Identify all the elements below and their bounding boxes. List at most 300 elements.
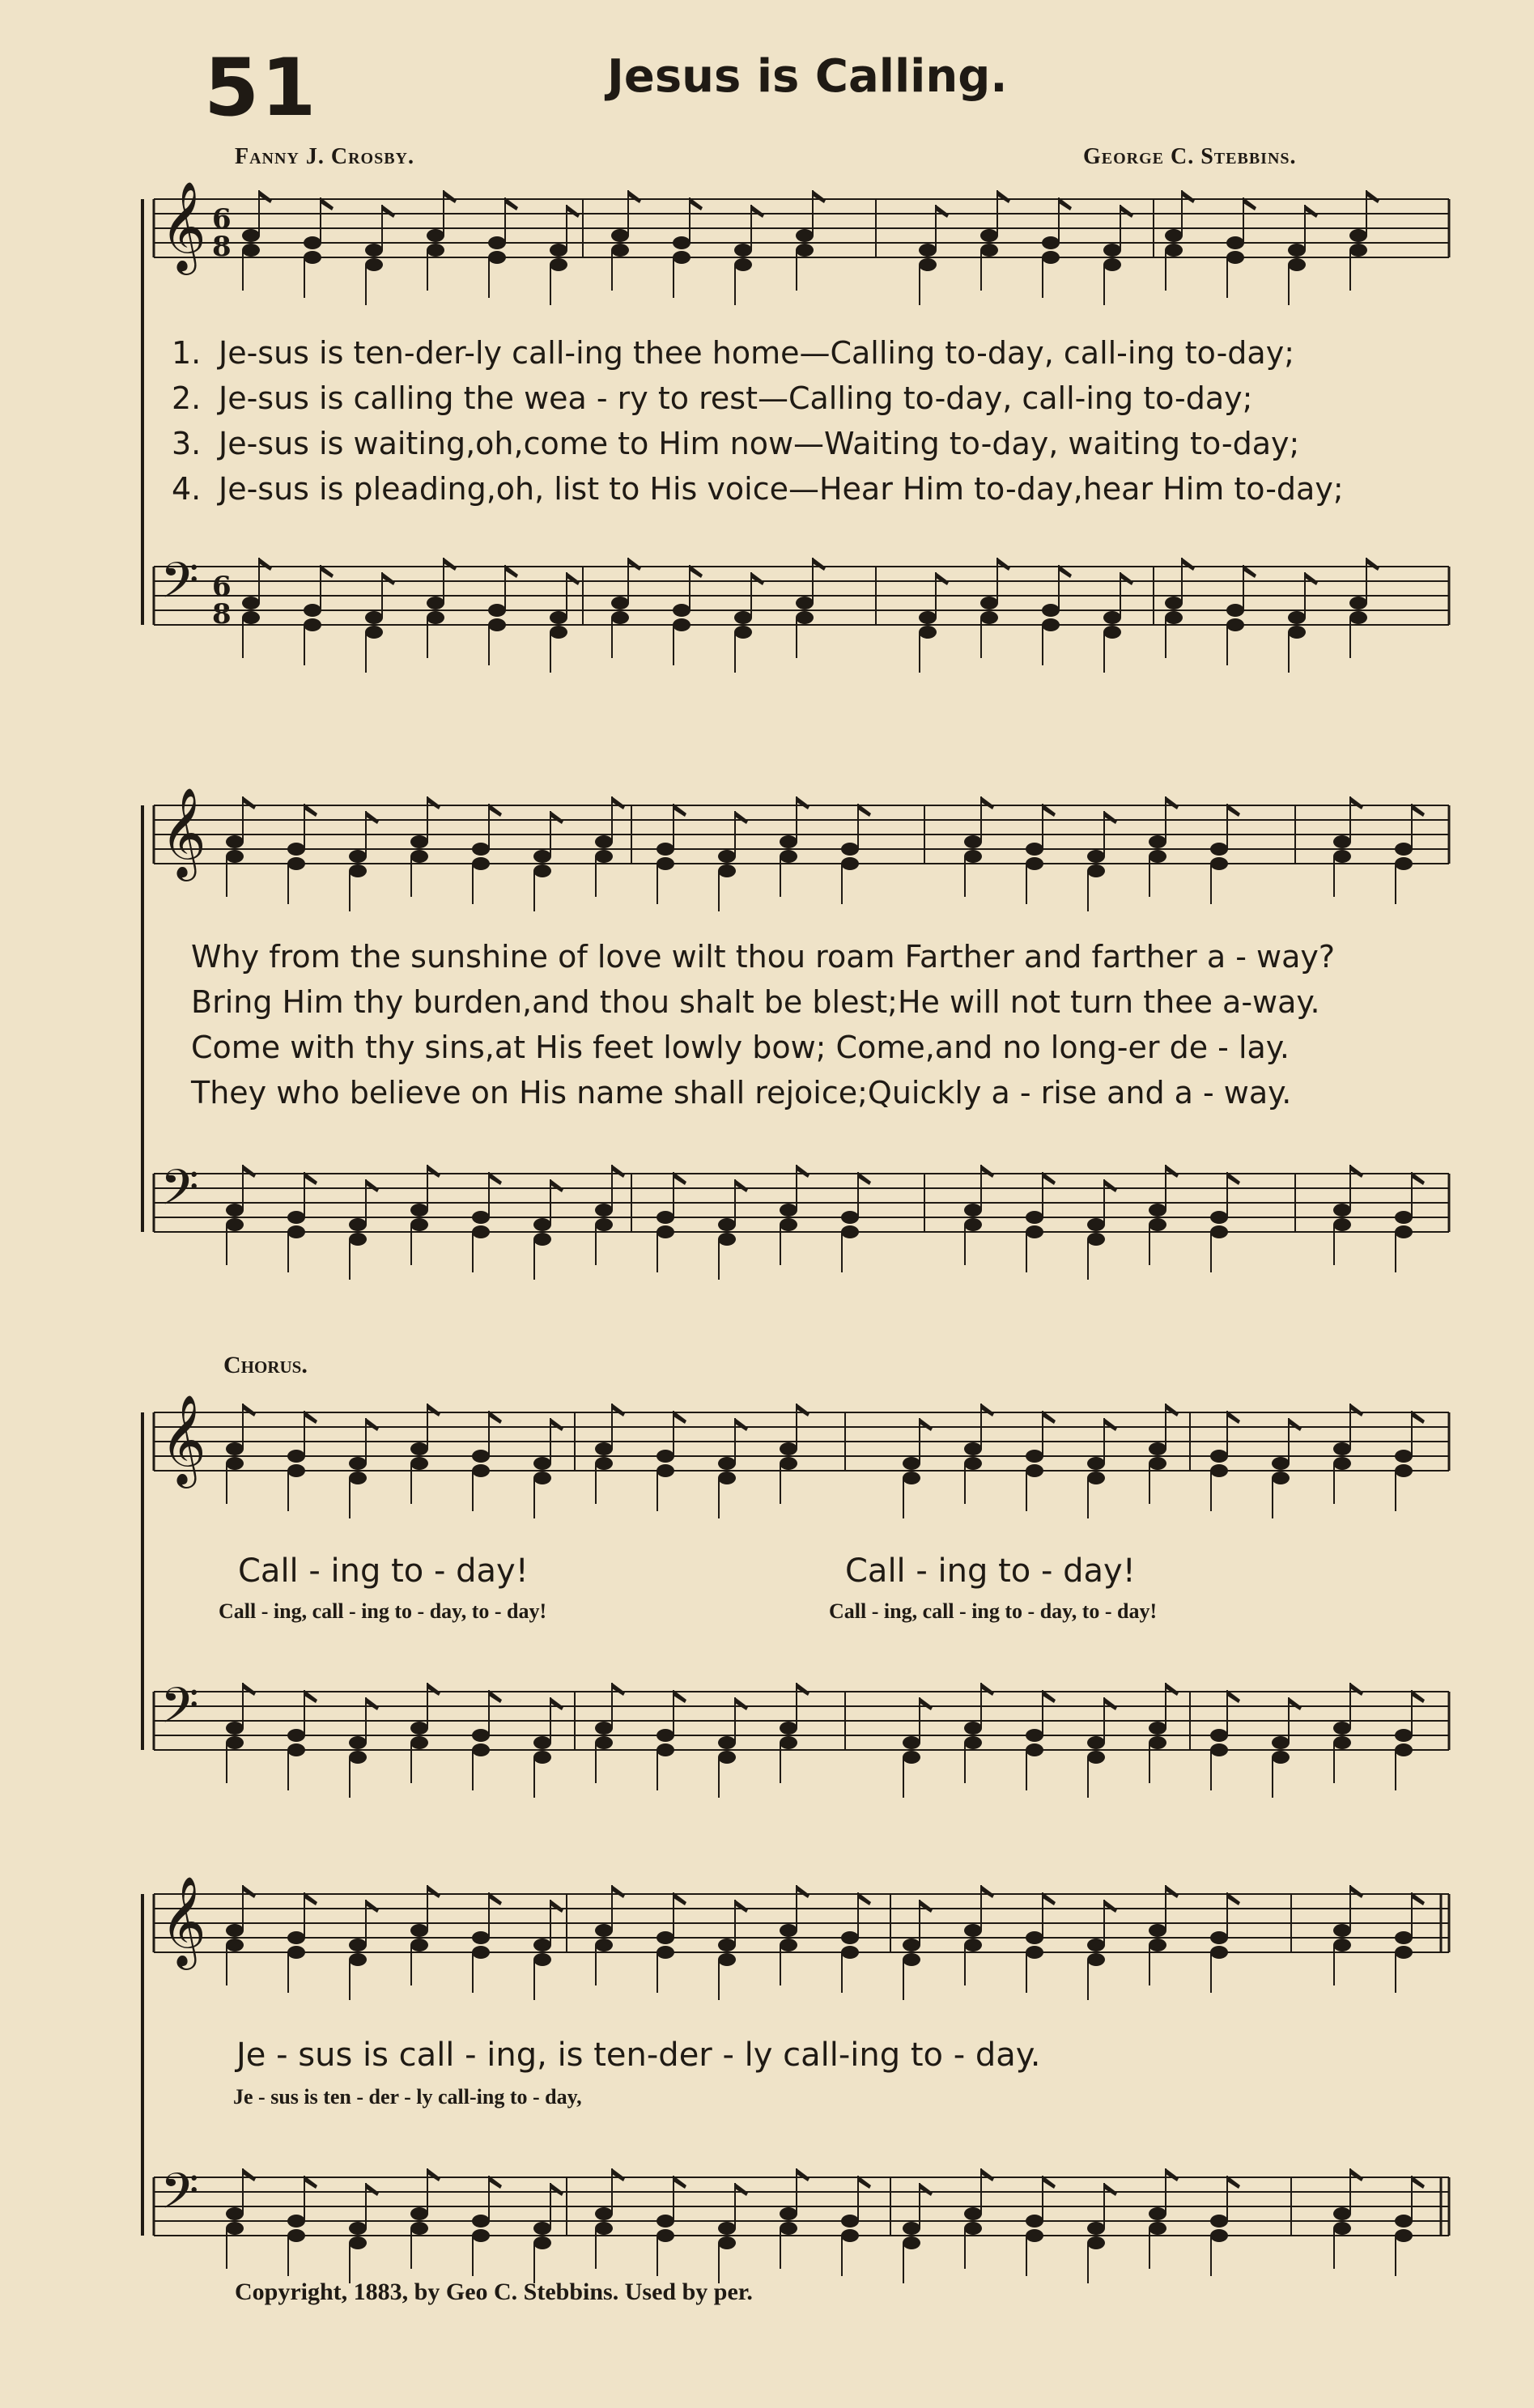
note-head	[1333, 1722, 1351, 1735]
note-head	[595, 1442, 613, 1455]
note-head	[1149, 850, 1166, 863]
note-head	[903, 2236, 920, 2249]
note-head	[780, 1457, 797, 1470]
note-head	[718, 1472, 736, 1484]
note-head	[287, 857, 305, 870]
verse-number: 4.	[172, 471, 202, 507]
note-flag	[936, 572, 949, 585]
note-head	[611, 229, 629, 242]
note-flag	[243, 1165, 256, 1178]
note-head	[1210, 857, 1228, 870]
note-flag	[628, 190, 641, 203]
note-head	[287, 2229, 305, 2242]
note-flag	[382, 572, 395, 585]
verse-2-line-1	[172, 380, 1252, 416]
note-head	[1272, 1457, 1290, 1470]
note-head	[673, 604, 691, 617]
note-head	[1226, 604, 1244, 617]
note-head	[595, 1736, 613, 1749]
note-head	[919, 244, 937, 257]
note-flag	[981, 1885, 994, 1898]
note-head	[841, 1211, 859, 1224]
note-flag	[366, 1179, 379, 1192]
note-flag	[1305, 205, 1318, 218]
note-flag	[550, 1900, 563, 1913]
note-head	[595, 835, 613, 848]
note-flag	[1182, 190, 1195, 203]
note-head	[657, 2229, 674, 2242]
note-flag	[1104, 2183, 1117, 2196]
note-head	[595, 850, 613, 863]
note-head	[841, 843, 859, 856]
verse-number: 1.	[172, 335, 202, 371]
verse-1-line-2: Why from the sunshine of love wilt thou roam Farther and farther a - way?	[191, 939, 1336, 975]
chorus-lyric-1b: Call - ing to - day!	[845, 1552, 1136, 1590]
note-head	[657, 1729, 674, 1742]
note-flag	[920, 2183, 933, 2196]
note-head	[673, 236, 691, 249]
note-head	[796, 597, 814, 609]
note-head	[1087, 1751, 1105, 1764]
note-head	[1210, 1743, 1228, 1756]
note-head	[1395, 1450, 1413, 1463]
note-head	[919, 626, 937, 639]
note-head	[964, 1204, 982, 1217]
note-head	[1087, 1953, 1105, 1966]
note-head	[304, 251, 321, 264]
note-head	[1026, 1729, 1043, 1742]
note-head	[841, 2215, 859, 2228]
note-head	[964, 1442, 982, 1455]
note-head	[657, 1743, 674, 1756]
note-head	[780, 835, 797, 848]
note-head	[657, 843, 674, 856]
note-head	[1026, 857, 1043, 870]
note-flag	[628, 558, 641, 571]
note-head	[657, 1450, 674, 1463]
note-flag	[1104, 811, 1117, 824]
note-flag	[1350, 1683, 1363, 1696]
note-flag	[612, 1683, 625, 1696]
note-head	[472, 1729, 490, 1742]
note-head	[1395, 2215, 1413, 2228]
note-head	[980, 229, 998, 242]
note-head	[226, 1939, 244, 1951]
note-head	[550, 244, 567, 257]
treble-clef-icon: 𝄞	[160, 180, 206, 271]
note-head	[780, 1204, 797, 1217]
note-head	[657, 2215, 674, 2228]
note-head	[287, 1225, 305, 1238]
note-head	[1026, 1946, 1043, 1959]
note-head	[595, 1939, 613, 1951]
note-flag	[243, 1885, 256, 1898]
note-head	[1349, 597, 1367, 609]
chorus-lyric-2-small: Je - sus is ten - der - ly call-ing to - day,	[233, 2085, 582, 2109]
note-head	[1042, 618, 1060, 631]
note-head	[718, 1233, 736, 1246]
note-head	[287, 1743, 305, 1756]
note-head	[1165, 244, 1183, 257]
chorus-lyric-2: Je - sus is call - ing, is ten-der - ly call-ing to - day.	[236, 2036, 1041, 2074]
verse-text: Je-sus is waiting,oh,come to Him now—Waiting to-day, waiting to-day;	[219, 426, 1300, 461]
note-head	[1333, 1218, 1351, 1231]
note-head	[1226, 251, 1244, 264]
note-flag	[997, 190, 1010, 203]
verse-text: Je-sus is calling the wea - ry to rest—Calling to-day, call-ing to-day;	[219, 380, 1253, 416]
note-head	[488, 251, 506, 264]
note-head	[1103, 258, 1121, 271]
note-head	[718, 1736, 736, 1749]
note-head	[304, 236, 321, 249]
note-head	[1042, 236, 1060, 249]
bass-clef-icon: 𝄢	[160, 2163, 199, 2232]
note-head	[657, 1225, 674, 1238]
note-flag	[1166, 1404, 1179, 1416]
note-head	[1087, 864, 1105, 877]
note-head	[964, 2207, 982, 2220]
note-head	[1026, 2229, 1043, 2242]
note-head	[964, 1722, 982, 1735]
note-head	[287, 1931, 305, 1944]
note-head	[780, 2222, 797, 2235]
note-head	[1333, 1924, 1351, 1937]
note-head	[1149, 1924, 1166, 1937]
note-head	[410, 1218, 428, 1231]
note-head	[226, 1218, 244, 1231]
note-head	[1288, 611, 1306, 624]
note-head	[533, 1736, 551, 1749]
note-head	[1149, 1722, 1166, 1735]
note-head	[1165, 611, 1183, 624]
note-head	[734, 244, 752, 257]
note-head	[718, 2236, 736, 2249]
note-flag	[981, 1683, 994, 1696]
note-flag	[1166, 1165, 1179, 1178]
note-flag	[243, 1404, 256, 1416]
note-head	[1288, 258, 1306, 271]
note-flag	[550, 1697, 563, 1710]
note-head	[365, 626, 383, 639]
note-head	[673, 618, 691, 631]
copyright-notice: Copyright, 1883, by Geo C. Stebbins. Used by per.	[235, 2278, 753, 2305]
note-head	[472, 2229, 490, 2242]
bass-clef-icon: 𝄢	[160, 1677, 199, 1747]
note-head	[410, 2207, 428, 2220]
note-head	[533, 1939, 551, 1951]
note-flag	[427, 1885, 440, 1898]
note-head	[780, 1218, 797, 1231]
note-head	[1210, 1211, 1228, 1224]
note-head	[349, 1953, 367, 1966]
note-head	[919, 258, 937, 271]
note-head	[533, 1953, 551, 1966]
note-head	[365, 611, 383, 624]
note-head	[1026, 2215, 1043, 2228]
note-head	[1026, 1743, 1043, 1756]
note-flag	[1366, 558, 1379, 571]
note-head	[1349, 229, 1367, 242]
note-head	[1087, 1218, 1105, 1231]
note-head	[1042, 604, 1060, 617]
note-flag	[1350, 2168, 1363, 2181]
note-flag	[243, 2168, 256, 2181]
note-head	[1272, 1472, 1290, 1484]
note-head	[287, 2215, 305, 2228]
note-head	[919, 611, 937, 624]
time-signature: 8	[212, 231, 232, 263]
note-head	[595, 2222, 613, 2235]
note-head	[410, 850, 428, 863]
note-head	[1333, 2222, 1351, 2235]
note-flag	[612, 796, 625, 809]
time-signature: 8	[212, 598, 232, 631]
note-head	[349, 850, 367, 863]
note-flag	[612, 1404, 625, 1416]
note-head	[226, 1924, 244, 1937]
note-head	[1395, 1211, 1413, 1224]
note-head	[595, 2207, 613, 2220]
note-head	[349, 1233, 367, 1246]
note-head	[718, 1218, 736, 1231]
note-head	[410, 1204, 428, 1217]
note-head	[410, 1939, 428, 1951]
note-head	[1149, 1218, 1166, 1231]
note-head	[964, 1736, 982, 1749]
note-flag	[1366, 190, 1379, 203]
note-flag	[366, 1697, 379, 1710]
verse-4-line-2: They who believe on His name shall rejoice;Quickly a - rise and a - way.	[191, 1075, 1292, 1111]
note-head	[718, 2222, 736, 2235]
note-head	[657, 1931, 674, 1944]
note-flag	[243, 796, 256, 809]
note-flag	[1350, 1404, 1363, 1416]
note-head	[718, 1751, 736, 1764]
note-flag	[735, 1418, 748, 1431]
note-flag	[550, 811, 563, 824]
note-flag	[550, 2183, 563, 2196]
note-head	[780, 1736, 797, 1749]
note-head	[349, 1939, 367, 1951]
note-head	[550, 626, 567, 639]
note-flag	[1104, 1179, 1117, 1192]
note-head	[1333, 1204, 1351, 1217]
note-head	[718, 864, 736, 877]
note-head	[427, 229, 444, 242]
note-head	[242, 244, 260, 257]
bass-clef-icon: 𝄢	[160, 1159, 199, 1229]
note-head	[472, 1743, 490, 1756]
note-head	[488, 236, 506, 249]
note-head	[796, 244, 814, 257]
note-head	[1395, 1729, 1413, 1742]
note-head	[1333, 1939, 1351, 1951]
note-head	[718, 1939, 736, 1951]
note-head	[427, 597, 444, 609]
note-head	[226, 1204, 244, 1217]
note-flag	[567, 205, 580, 218]
hymn-number: 51	[204, 42, 318, 134]
note-head	[410, 1736, 428, 1749]
note-head	[1272, 1736, 1290, 1749]
note-head	[410, 1722, 428, 1735]
chorus-lyric-1-small-a: Call - ing, call - ing to - day, to - day!	[219, 1599, 547, 1623]
note-head	[1395, 1464, 1413, 1477]
note-head	[472, 857, 490, 870]
note-head	[349, 1736, 367, 1749]
note-head	[1026, 1464, 1043, 1477]
note-head	[1395, 1225, 1413, 1238]
note-head	[657, 857, 674, 870]
note-flag	[1166, 1885, 1179, 1898]
note-flag	[981, 1404, 994, 1416]
note-head	[242, 229, 260, 242]
note-flag	[427, 1165, 440, 1178]
note-head	[903, 1472, 920, 1484]
note-head	[964, 835, 982, 848]
note-head	[657, 1211, 674, 1224]
composer-credit: George C. Stebbins.	[1083, 144, 1297, 169]
note-head	[980, 244, 998, 257]
note-head	[287, 1211, 305, 1224]
note-head	[472, 1211, 490, 1224]
note-head	[1226, 618, 1244, 631]
note-flag	[1350, 796, 1363, 809]
note-head	[533, 1457, 551, 1470]
note-head	[718, 1457, 736, 1470]
note-head	[780, 1442, 797, 1455]
note-head	[1210, 1225, 1228, 1238]
note-head	[1395, 1743, 1413, 1756]
note-flag	[427, 1683, 440, 1696]
note-head	[611, 611, 629, 624]
note-flag	[1289, 1418, 1302, 1431]
note-head	[410, 1457, 428, 1470]
note-head	[1149, 1736, 1166, 1749]
note-flag	[797, 1885, 809, 1898]
verse-3-line-1	[172, 426, 1299, 461]
note-head	[903, 1751, 920, 1764]
note-head	[1149, 2207, 1166, 2220]
note-head	[349, 1457, 367, 1470]
note-flag	[797, 1404, 809, 1416]
note-head	[734, 611, 752, 624]
note-head	[1026, 1211, 1043, 1224]
note-head	[349, 864, 367, 877]
time-signature: 6	[212, 571, 232, 603]
note-head	[841, 857, 859, 870]
treble-clef-icon: 𝄞	[160, 787, 206, 877]
verse-3-line-2: Come with thy sins,at His feet lowly bow; Come,and no long-er de - lay.	[191, 1030, 1290, 1065]
note-head	[533, 1233, 551, 1246]
note-head	[980, 611, 998, 624]
note-flag	[550, 1418, 563, 1431]
note-head	[1333, 850, 1351, 863]
note-head	[488, 618, 506, 631]
note-head	[550, 611, 567, 624]
note-head	[796, 229, 814, 242]
note-head	[1210, 1464, 1228, 1477]
note-head	[903, 1939, 920, 1951]
note-head	[595, 1722, 613, 1735]
note-head	[304, 618, 321, 631]
note-head	[242, 597, 260, 609]
note-flag	[612, 1165, 625, 1178]
note-head	[533, 850, 551, 863]
note-head	[226, 1442, 244, 1455]
note-head	[1149, 835, 1166, 848]
note-head	[472, 1946, 490, 1959]
note-head	[780, 2207, 797, 2220]
note-flag	[1120, 205, 1133, 218]
note-head	[841, 1946, 859, 1959]
note-head	[964, 2222, 982, 2235]
note-head	[1026, 1450, 1043, 1463]
note-head	[1349, 611, 1367, 624]
verse-text: Je-sus is ten-der-ly call-ing thee home—Calling to-day, call-ing to-day;	[219, 335, 1294, 371]
note-head	[903, 1736, 920, 1749]
note-flag	[920, 1418, 933, 1431]
time-signature: 6	[212, 203, 232, 236]
note-head	[472, 2215, 490, 2228]
note-head	[657, 1464, 674, 1477]
note-head	[226, 1722, 244, 1735]
note-head	[1042, 251, 1060, 264]
note-flag	[1166, 796, 1179, 809]
note-flag	[1166, 2168, 1179, 2181]
note-head	[1210, 1946, 1228, 1959]
note-flag	[444, 558, 457, 571]
note-head	[1288, 244, 1306, 257]
note-flag	[735, 2183, 748, 2196]
note-head	[841, 1225, 859, 1238]
note-head	[1210, 1450, 1228, 1463]
note-flag	[1350, 1165, 1363, 1178]
note-head	[1087, 1736, 1105, 1749]
verse-number: 3.	[172, 426, 202, 461]
note-head	[226, 835, 244, 848]
note-head	[595, 1924, 613, 1937]
note-head	[841, 2229, 859, 2242]
note-head	[287, 1464, 305, 1477]
note-head	[1165, 597, 1183, 609]
note-flag	[797, 796, 809, 809]
verse-number: 2.	[172, 380, 202, 416]
note-head	[1087, 1233, 1105, 1246]
note-flag	[444, 190, 457, 203]
note-flag	[1305, 572, 1318, 585]
note-head	[780, 1939, 797, 1951]
note-head	[1087, 2222, 1105, 2235]
note-head	[796, 611, 814, 624]
note-head	[427, 244, 444, 257]
note-head	[349, 1751, 367, 1764]
note-flag	[797, 1683, 809, 1696]
note-head	[1026, 843, 1043, 856]
note-flag	[981, 2168, 994, 2181]
note-head	[1210, 2215, 1228, 2228]
note-head	[550, 258, 567, 271]
treble-clef-icon: 𝄞	[160, 1875, 206, 1966]
chorus-lyric-1a: Call - ing to - day!	[238, 1552, 529, 1590]
note-flag	[427, 1404, 440, 1416]
note-head	[410, 1924, 428, 1937]
note-head	[287, 1450, 305, 1463]
note-head	[718, 850, 736, 863]
note-head	[1087, 1457, 1105, 1470]
note-flag	[1289, 1697, 1302, 1710]
note-head	[472, 1464, 490, 1477]
